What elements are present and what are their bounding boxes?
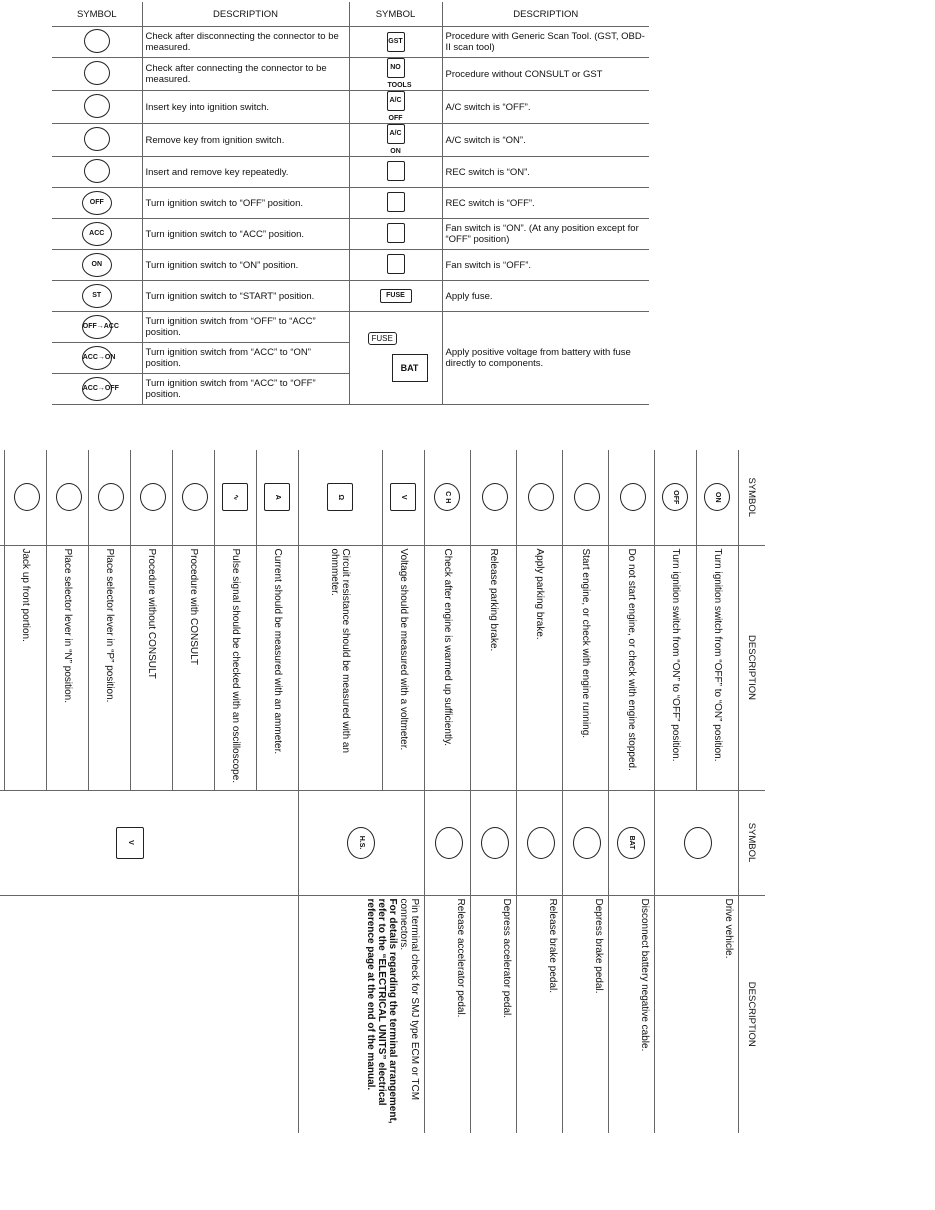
icon-label: OFF — [89, 199, 104, 206]
temperature-gauge-icon — [435, 483, 461, 511]
header-description: DESCRIPTION — [442, 2, 649, 27]
description-cell: REC switch is “OFF”. — [442, 188, 649, 219]
description-cell: Place selector lever in “N” position. — [47, 545, 89, 790]
rec-on-icon — [387, 161, 405, 181]
description-cell: Remove key from ignition switch. — [142, 124, 349, 157]
table-row — [52, 157, 649, 188]
description-cell — [471, 895, 517, 1133]
description-cell: A/C switch is “ON”. — [442, 124, 649, 157]
ignition-acc-to-on-icon — [82, 346, 116, 370]
description-cell — [563, 895, 609, 1133]
table-row — [471, 450, 517, 1133]
connector-connected-icon — [84, 61, 110, 85]
description-note: For details regarding the terminal arrangement, refer to the “ELECTRICAL UNITS” electrical reference page at the end of the manual. — [365, 898, 398, 1124]
ignition-on-to-off-icon — [663, 483, 689, 511]
drive-vehicle-icon — [684, 827, 712, 859]
header-description: DESCRIPTION — [142, 2, 349, 27]
symbol-cell — [349, 312, 442, 405]
description-cell: Turn ignition switch to “START” position. — [142, 281, 349, 312]
symbol-cell — [52, 312, 142, 343]
consult-icon — [182, 483, 208, 511]
ac-off-icon — [387, 91, 405, 122]
symbol-cell — [517, 790, 563, 895]
table-row — [52, 124, 649, 157]
icon-label: ACC→OFF — [82, 385, 119, 392]
icon-label: ON — [714, 492, 722, 503]
icon-label: C H — [444, 491, 452, 504]
symbol-cell — [299, 790, 425, 895]
description-cell: Turn ignition switch to “OFF” position. — [142, 188, 349, 219]
symbol-cell — [349, 124, 442, 157]
description-cell: Release parking brake. — [471, 545, 517, 790]
header-description: DESCRIPTION — [739, 545, 766, 790]
description-cell — [0, 545, 5, 790]
fuse-icon — [380, 289, 412, 303]
fan-on-icon — [387, 223, 405, 243]
icon-label: H.S. — [358, 835, 366, 850]
description-cell: Turn ignition switch from “ACC” to “ON” position. — [142, 343, 349, 374]
icon-label: A — [274, 494, 282, 500]
description-cell: Procedure without CONSULT — [131, 545, 173, 790]
jack-up-front-icon — [14, 483, 40, 511]
description-cell: Jack up front portion. — [5, 545, 47, 790]
selector-lever-n-icon — [56, 483, 82, 511]
symbol-cell — [349, 281, 442, 312]
description-cell: Fan switch is “OFF”. — [442, 250, 649, 281]
description-text: Depress accelerator pedal. — [501, 898, 512, 1019]
description-cell: Turn ignition switch to “ACC” position. — [142, 219, 349, 250]
ignition-off-icon — [82, 191, 112, 215]
description-cell — [425, 895, 471, 1133]
symbol-cell — [471, 790, 517, 895]
rec-off-icon — [387, 192, 405, 212]
symbol-cell — [52, 219, 142, 250]
ammeter-icon — [265, 483, 291, 511]
insert-remove-key-icon — [84, 159, 110, 183]
symbol-cell — [425, 790, 471, 895]
description-cell — [655, 895, 739, 1133]
engine-stopped-icon — [620, 483, 646, 511]
description-cell: Insert and remove key repeatedly. — [142, 157, 349, 188]
icon-label: ∿ — [232, 494, 240, 501]
header-symbol: SYMBOL — [52, 2, 142, 27]
table-row — [383, 450, 425, 1133]
symbol-cell — [0, 450, 5, 545]
table-row — [52, 250, 649, 281]
symbol-cell — [349, 157, 442, 188]
table-row — [697, 450, 739, 1133]
header-symbol: SYMBOL — [349, 2, 442, 27]
voltmeter-icon — [391, 483, 417, 511]
description-cell: Place selector lever in “P” position. — [89, 545, 131, 790]
symbol-cell — [52, 343, 142, 374]
symbol-table-rotated — [0, 450, 765, 1133]
description-cell: Current should be measured with an ammeter. — [257, 545, 299, 790]
symbol-cell — [655, 450, 697, 545]
description-cell: Turn ignition switch from “OFF” to “ACC” position. — [142, 312, 349, 343]
header-description: DESCRIPTION — [739, 895, 766, 1133]
table-row — [52, 281, 649, 312]
smj-connector-icon — [348, 827, 376, 859]
icon-label: ACC — [89, 230, 105, 237]
symbol-cell — [517, 450, 563, 545]
icon-label: ACC→ON — [82, 354, 116, 361]
description-cell: Start engine, or check with engine running. — [563, 545, 609, 790]
header-symbol: SYMBOL — [739, 450, 766, 545]
icon-label: ST — [92, 292, 102, 299]
symbol-cell — [655, 790, 739, 895]
description-text: Disconnect battery negative cable. — [639, 898, 650, 1052]
symbol-cell — [131, 450, 173, 545]
description-cell: Pulse signal should be checked with an oscilloscope. — [215, 545, 257, 790]
description-cell: Turn ignition switch from “ON” to “OFF” position. — [655, 545, 697, 790]
symbol-cell — [383, 450, 425, 545]
table-row — [52, 312, 649, 343]
ac-on-icon — [387, 124, 405, 155]
description-cell: Turn ignition switch from “ACC” to “OFF” position. — [142, 374, 349, 405]
fan-off-icon — [387, 254, 405, 274]
release-accelerator-icon — [435, 827, 463, 859]
table-row — [52, 91, 649, 124]
symbol-cell — [52, 58, 142, 91]
description-cell: A/C switch is “OFF”. — [442, 91, 649, 124]
symbol-cell — [89, 450, 131, 545]
no-tools-icon — [387, 58, 412, 89]
description-text: Pin terminal check for SMJ type ECM or TCM connectors. — [398, 898, 420, 1101]
symbol-cell — [52, 188, 142, 219]
table-row — [52, 27, 649, 58]
symbol-cell — [609, 790, 655, 895]
gst-icon — [387, 32, 405, 52]
symbol-cell — [5, 450, 47, 545]
symbol-cell — [697, 450, 739, 545]
description-cell: Apply fuse. — [442, 281, 649, 312]
description-cell — [299, 895, 425, 1133]
symbol-cell — [173, 450, 215, 545]
description-cell: Voltage should be measured with a voltmeter. — [383, 545, 425, 790]
description-cell: Apply positive voltage from battery with fuse directly to components. — [442, 312, 649, 405]
symbol-cell — [563, 790, 609, 895]
symbol-cell — [52, 250, 142, 281]
symbol-cell — [47, 450, 89, 545]
battery-fuse-diagram-icon — [356, 328, 436, 388]
header-symbol: SYMBOL — [739, 790, 766, 895]
description-cell: Check after disconnecting the connector to be measured. — [142, 27, 349, 58]
description-text: Release accelerator pedal. — [455, 898, 466, 1018]
symbol-cell — [563, 450, 609, 545]
symbol-cell — [471, 450, 517, 545]
icon-label: OFF — [672, 490, 680, 505]
symbol-cell — [52, 124, 142, 157]
table-row — [563, 450, 609, 1133]
table-row — [517, 450, 563, 1133]
symbol-cell — [349, 27, 442, 58]
icon-label: NO TOOLS — [387, 64, 412, 89]
selector-lever-p-icon — [98, 483, 124, 511]
description-cell: Fan switch is “ON”. (At any position except for “OFF” position) — [442, 219, 649, 250]
oscilloscope-icon — [223, 483, 249, 511]
description-cell: Turn ignition switch from “OFF” to “ON” position. — [697, 545, 739, 790]
ignition-acc-icon — [82, 222, 112, 246]
symbol-cell — [257, 450, 299, 545]
table-row — [425, 450, 471, 1133]
description-cell: Procedure without CONSULT or GST — [442, 58, 649, 91]
table-row — [52, 58, 649, 91]
description-cell: Procedure with Generic Scan Tool. (GST, OBD-II scan tool) — [442, 27, 649, 58]
description-cell: Apply parking brake. — [517, 545, 563, 790]
description-cell: Insert key into ignition switch. — [142, 91, 349, 124]
description-cell: Turn ignition switch to “ON” position. — [142, 250, 349, 281]
ignition-off-to-on-icon — [705, 483, 731, 511]
remove-key-icon — [84, 127, 110, 151]
symbol-cell — [349, 250, 442, 281]
fuse-label: FUSE — [368, 332, 397, 345]
description-cell — [609, 895, 655, 1133]
icon-label: BAT — [628, 835, 636, 850]
release-parking-brake-icon — [482, 483, 508, 511]
description-cell: REC switch is “ON”. — [442, 157, 649, 188]
table-row — [52, 219, 649, 250]
symbol-cell — [425, 450, 471, 545]
description-cell: Do not start engine, or check with engine stopped. — [609, 545, 655, 790]
icon-label: GST — [388, 38, 403, 45]
symbol-cell — [215, 450, 257, 545]
voltmeter-probe-diagram-icon — [117, 827, 145, 859]
description-cell: Procedure with CONSULT — [173, 545, 215, 790]
depress-brake-pedal-icon — [573, 827, 601, 859]
disconnect-battery-icon — [618, 827, 646, 859]
ignition-acc-to-off-icon — [82, 377, 119, 401]
symbol-cell — [0, 790, 299, 895]
description-text: Depress brake pedal. — [593, 898, 604, 994]
battery-label: BAT — [392, 354, 428, 382]
apply-parking-brake-icon — [528, 483, 554, 511]
ignition-on-icon — [82, 253, 112, 277]
symbol-cell — [299, 450, 383, 545]
symbol-cell — [52, 91, 142, 124]
connector-disconnected-icon — [84, 29, 110, 53]
icon-label: V — [400, 494, 408, 500]
description-cell: Circuit resistance should be measured with an ohmmeter. — [299, 545, 383, 790]
description-cell — [0, 895, 299, 1133]
symbol-cell — [349, 219, 442, 250]
symbol-cell — [52, 374, 142, 405]
symbol-cell — [609, 450, 655, 545]
table-row — [52, 188, 649, 219]
icon-label: FUSE — [386, 292, 405, 299]
release-brake-pedal-icon — [527, 827, 555, 859]
symbol-cell — [52, 281, 142, 312]
ohmmeter-icon — [328, 483, 354, 511]
symbol-cell — [349, 91, 442, 124]
rotated-table-wrapper — [0, 450, 765, 1133]
description-cell: Check after engine is warmed up sufficiently. — [425, 545, 471, 790]
icon-label: OFF→ACC — [82, 323, 119, 330]
icon-label: ON — [91, 261, 102, 268]
symbol-cell — [52, 27, 142, 58]
depress-accelerator-icon — [481, 827, 509, 859]
ignition-off-to-acc-icon — [82, 315, 119, 339]
icon-label: Ω — [337, 494, 345, 501]
symbol-table-top — [52, 2, 649, 405]
engine-running-icon — [574, 483, 600, 511]
symbol-cell — [349, 58, 442, 91]
icon-label: A/C OFF — [388, 97, 403, 122]
no-consult-icon — [140, 483, 166, 511]
ignition-start-icon — [82, 284, 112, 308]
description-cell: Check after connecting the connector to be measured. — [142, 58, 349, 91]
icon-label: V — [127, 840, 135, 845]
insert-key-icon — [84, 94, 110, 118]
description-cell — [517, 895, 563, 1133]
description-text: Drive vehicle. — [723, 898, 734, 959]
symbol-cell — [349, 188, 442, 219]
table-row — [257, 450, 299, 1133]
table-row — [609, 450, 655, 1133]
description-text: Release brake pedal. — [547, 898, 558, 994]
symbol-cell — [52, 157, 142, 188]
icon-label: A/C ON — [389, 130, 402, 155]
